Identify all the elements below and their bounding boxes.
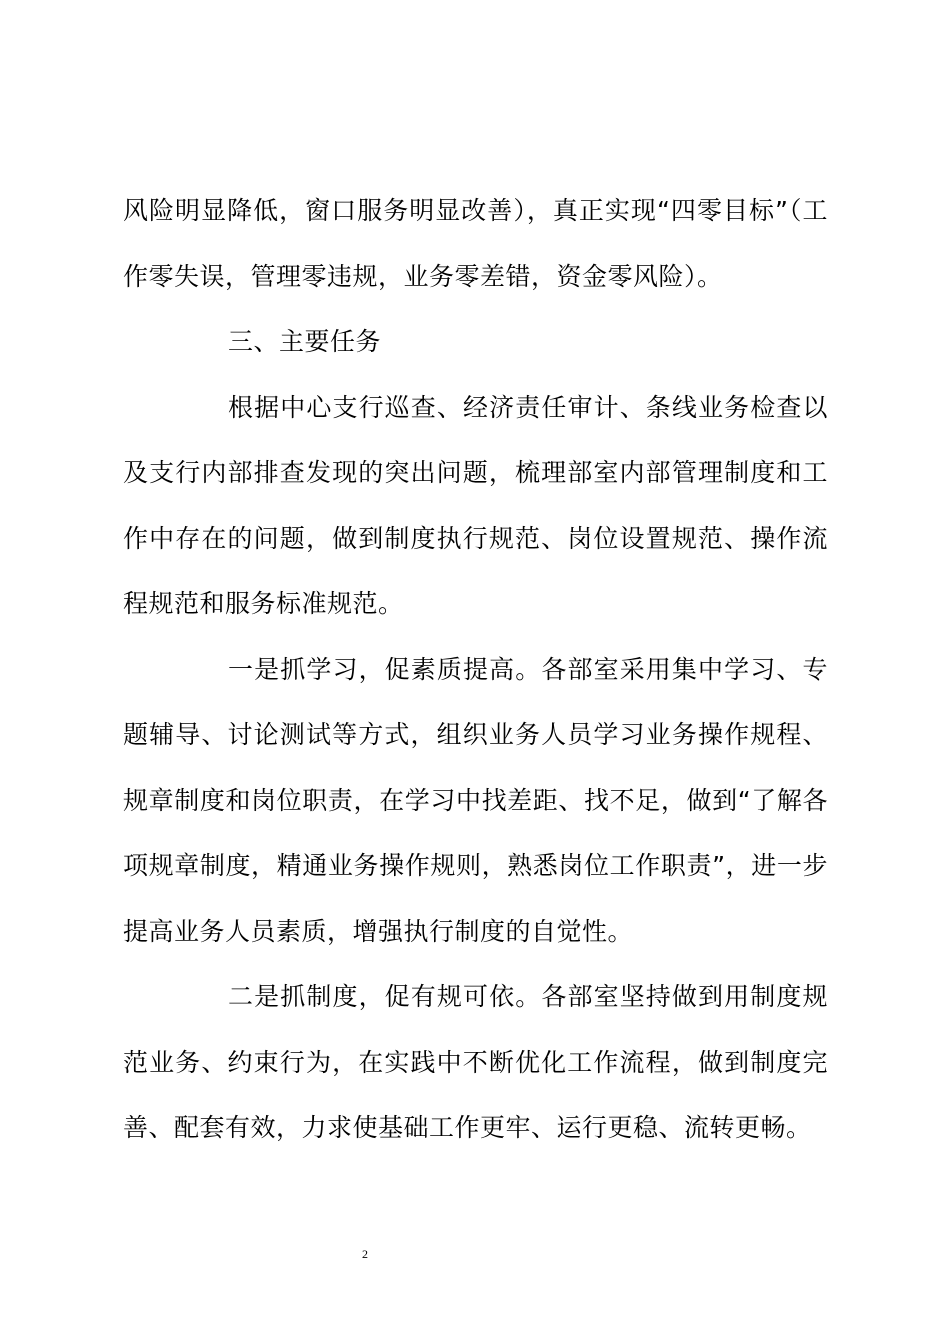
paragraph-study: 一是抓学习，促素质提高。各部室采用集中学习、专题辅导、讨论测试等方式，组织业务人员学习业务操作规程、规章制度和岗位职责，在学习中找差距、找不足，做到“了解各项规章制度，精通业务操作规则，熟悉岗位工作职责”，进一步提高业务人员素质，增强执行制度的自觉性。 <box>123 654 828 946</box>
page-number: 2 <box>362 1247 368 1261</box>
paragraph-continuation: 风险明显降低，窗口服务明显改善），真正实现“四零目标”（工作零失误，管理零违规，业务零差错，资金零风险）。 <box>123 196 828 291</box>
section-heading-main-tasks: 三、主要任务 <box>228 327 382 356</box>
document-body <box>123 178 828 1161</box>
paragraph-main-tasks-intro: 根据中心支行巡查、经济责任审计、条线业务检查以及支行内部排查发现的突出问题，梳理部室内部管理制度和工作中存在的问题，做到制度执行规范、岗位设置规范、操作流程规范和服务标准规范。 <box>123 392 828 618</box>
paragraph-system: 二是抓制度，促有规可依。各部室坚持做到用制度规范业务、约束行为，在实践中不断优化工作流程，做到制度完善、配套有效，力求使基础工作更牢、运行更稳、流转更畅。 <box>123 982 828 1142</box>
